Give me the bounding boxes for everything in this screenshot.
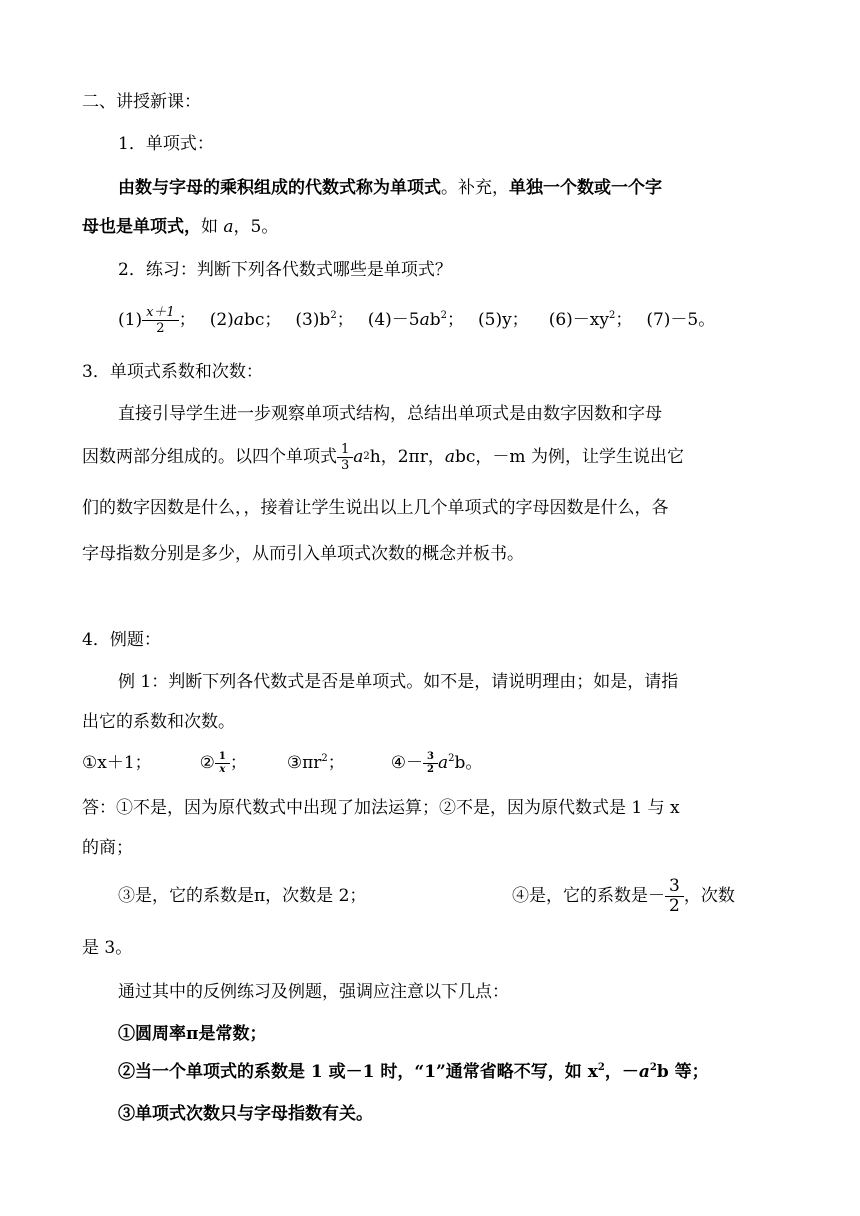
item2-title: 2．练习：判断下列各代数式哪些是单项式？: [118, 260, 452, 280]
definition-normal: 。补充，: [441, 178, 509, 198]
separator: ；: [178, 309, 196, 330]
answer-line4: 是 3。: [82, 938, 133, 958]
emphasis-intro: 通过其中的反例练习及例题，强调应注意以下几点：: [118, 982, 509, 1002]
fraction-numerator: x＋1: [146, 304, 175, 320]
answer-line1: 答：①不是，因为原代数式中出现了加法运算；②不是，因为原代数式是 1 与 x: [82, 798, 680, 818]
variable-a: a: [223, 217, 234, 237]
emphasis-point2: [118, 1064, 709, 1081]
fraction: [425, 752, 436, 775]
separator: ；: [447, 309, 464, 330]
para3-line2: 因数两部分组成的。以四个单项式 $\frac{1}{3}$ a 2 h，2πr， a bc，－m 为例，让学生说出它: [82, 441, 684, 473]
example-line1: 例 1：判断下列各代数式是否是单项式。如不是，请说明理由；如是，请指: [118, 672, 679, 692]
para3-line3: 们的数字因数是什么，，接着让学生说出以上几个单项式的字母因数是什么，各: [82, 498, 669, 518]
fraction-denominator: 2: [142, 320, 179, 335]
para3-text-end: bc，－m 为例，让学生说出它: [455, 446, 684, 467]
para3-line1: 直接引导学生进一步观察单项式结构，总结出单项式是由数字因数和字母: [118, 404, 662, 424]
exponent: 2: [649, 1062, 657, 1073]
exponent: 2: [448, 752, 455, 764]
answer-line2: 的商；: [82, 838, 133, 858]
fraction-numerator: 1: [218, 750, 226, 762]
exponent: 2: [608, 309, 616, 321]
exercise-4-label: (4)－5: [367, 309, 420, 330]
exponent: 2: [330, 309, 337, 321]
definition-supplement-bold-2: 母也是单项式，: [82, 217, 201, 237]
definition-line1: [118, 180, 662, 197]
variable-a: a: [233, 309, 244, 330]
separator: ；: [327, 752, 345, 773]
emphasis-point2-text: ②当一个单项式的系数是 1 或－1 时，“1”通常省略不写，如 x: [118, 1062, 598, 1082]
exponent: 2: [597, 1062, 605, 1073]
fraction-denominator: 2: [665, 896, 684, 915]
item1-title: 1．单项式：: [118, 134, 214, 154]
fraction-denominator: 3: [337, 457, 353, 472]
option-4-label: ④－: [390, 752, 424, 773]
fraction: [667, 875, 682, 916]
variable-a: a: [438, 752, 449, 773]
exercise-2: [209, 309, 282, 330]
option-3: [286, 752, 345, 773]
fraction-denominator: 2: [423, 763, 438, 775]
section-heading: 二、讲授新课：: [82, 92, 201, 112]
answer-4: [512, 876, 735, 916]
emphasis-point3: ③单项式次数只与字母指数有关。: [118, 1104, 373, 1124]
para3-line4: 字母指数分别是多少，从而引入单项式次数的概念并板书。: [82, 544, 524, 564]
definition-example-text: 如: [201, 217, 224, 237]
exercise-line: [118, 302, 715, 338]
option-2: [200, 752, 247, 775]
fraction: [217, 752, 228, 775]
emphasis-point2-end: b 等；: [656, 1062, 709, 1082]
para3-text: 因数两部分组成的。以四个单项式: [82, 446, 337, 467]
answer-4-text: ④是，它的系数是－: [512, 885, 665, 906]
exercise-1: [118, 306, 196, 335]
option-3-text: ③πr: [286, 752, 322, 773]
answer-3: ③是，它的系数是π，次数是 2；: [118, 886, 367, 906]
option-4-end: b。: [454, 752, 483, 773]
item3-title: 3．单项式系数和次数：: [82, 362, 263, 382]
definition-supplement-bold: 单独一个数或一个字: [509, 178, 662, 198]
example-options: [82, 748, 482, 778]
exercise-3-text: (3)b: [295, 309, 331, 330]
example-line2: 出它的系数和次数。: [82, 712, 235, 732]
exercise-3: [295, 309, 354, 330]
definition-example-end: ，5。: [233, 217, 279, 237]
item4-title: 4．例题：: [82, 630, 161, 650]
exercise-7: (7)－5。: [646, 309, 716, 330]
fraction-numerator: 3: [427, 750, 435, 762]
definition-line2: [82, 219, 278, 236]
exercise-6-text: (6)－xy: [548, 309, 609, 330]
exponent: 2: [440, 309, 447, 321]
option-1: ①x＋1；: [82, 752, 152, 773]
variable-b: b: [429, 309, 441, 330]
exercise-6: [548, 309, 633, 330]
exercise-2-label: (2): [209, 309, 234, 330]
fraction-denominator: x: [215, 763, 230, 775]
variable-a: a: [444, 446, 456, 467]
separator: ；: [615, 309, 633, 330]
separator: ；: [336, 309, 354, 330]
definition-bold: 由数与字母的乘积组成的代数式称为单项式: [118, 178, 441, 198]
fraction-numerator: 3: [669, 875, 680, 896]
fraction: [144, 306, 177, 335]
option-4: [391, 752, 483, 775]
exercise-4: [367, 309, 464, 330]
variable-a: a: [353, 446, 364, 467]
exercise-5: (5)y；: [478, 309, 529, 330]
exercise-2-rest: bc；: [243, 309, 282, 330]
exercise-1-label: (1): [118, 309, 143, 330]
emphasis-point2-mid: ，－: [604, 1062, 639, 1082]
fraction: [339, 443, 351, 472]
emphasis-point1: ①圆周率π是常数；: [118, 1024, 267, 1044]
option-2-label: ②: [199, 752, 215, 773]
separator: ；: [229, 752, 247, 773]
answer-4-end: ，次数: [683, 885, 735, 906]
variable-a: a: [638, 1062, 650, 1082]
fraction-numerator: 1: [341, 441, 350, 457]
exponent: 2: [321, 752, 328, 764]
para3-text-mid: h，2πr，: [369, 446, 445, 467]
variable-a: a: [419, 309, 430, 330]
